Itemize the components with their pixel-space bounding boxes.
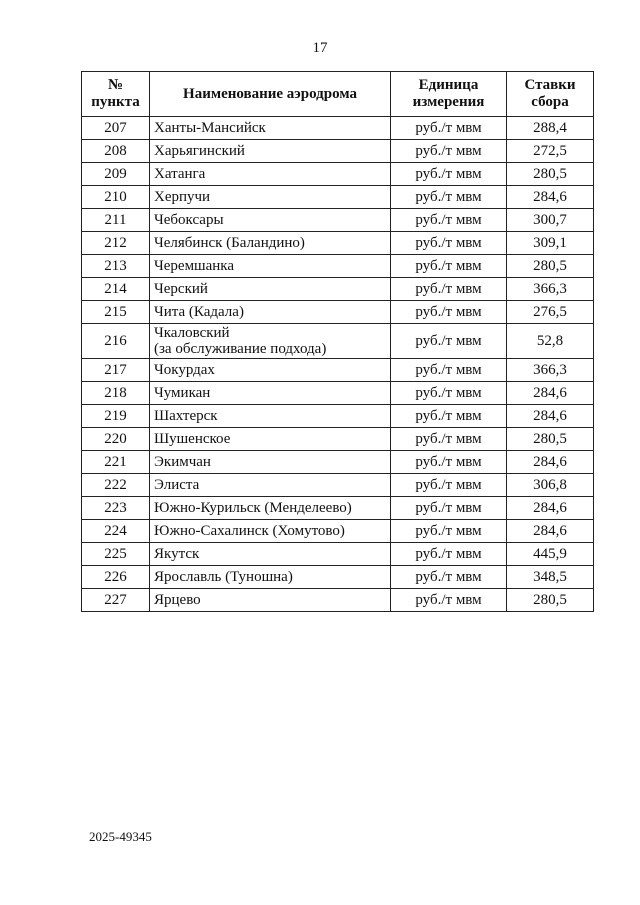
aerodrome-name-cell: Херпучи: [150, 186, 391, 209]
unit-cell: руб./т мвм: [391, 520, 507, 543]
table-row: [82, 163, 594, 186]
unit-cell: руб./т мвм: [391, 232, 507, 255]
rate-cell: 280,5: [507, 428, 594, 451]
rate-cell: 366,3: [507, 359, 594, 382]
row-number-cell: 226: [82, 566, 150, 589]
row-number-cell: 223: [82, 497, 150, 520]
aerodrome-name-cell: Шушенское: [150, 428, 391, 451]
aerodrome-name-cell: Ханты-Мансийск: [150, 117, 391, 140]
rate-cell: 280,5: [507, 589, 594, 612]
aerodrome-name-cell: Черский: [150, 278, 391, 301]
table-row: [82, 543, 594, 566]
table-row: [82, 497, 594, 520]
header-aerodrome-name: Наименование аэродрома: [150, 72, 391, 117]
row-number-cell: 221: [82, 451, 150, 474]
table-row: [82, 117, 594, 140]
rate-cell: 284,6: [507, 520, 594, 543]
row-number-cell: 222: [82, 474, 150, 497]
aerodrome-name-line: Чкаловский: [154, 325, 230, 341]
table-row: [82, 382, 594, 405]
table-header-row: [82, 72, 594, 117]
table-row: [82, 324, 594, 359]
aerodrome-name-cell: Ярославль (Туношна): [150, 566, 391, 589]
table-row: [82, 186, 594, 209]
table-row: [82, 589, 594, 612]
aerodrome-name-cell: Харьягинский: [150, 140, 391, 163]
table-row: [82, 209, 594, 232]
unit-cell: руб./т мвм: [391, 428, 507, 451]
rate-cell: 284,6: [507, 186, 594, 209]
unit-cell: руб./т мвм: [391, 117, 507, 140]
aerodrome-name-cell: [150, 324, 391, 359]
row-number-cell: 215: [82, 301, 150, 324]
unit-cell: руб./т мвм: [391, 566, 507, 589]
page-number: 17: [312, 40, 328, 56]
row-number-cell: 214: [82, 278, 150, 301]
aerodrome-name-cell: Шахтерск: [150, 405, 391, 428]
aerodrome-rates-table: [81, 71, 594, 612]
aerodrome-name-cell: Южно-Сахалинск (Хомутово): [150, 520, 391, 543]
unit-cell: руб./т мвм: [391, 543, 507, 566]
rate-cell: 284,6: [507, 497, 594, 520]
unit-cell: руб./т мвм: [391, 186, 507, 209]
unit-cell: руб./т мвм: [391, 209, 507, 232]
table-row: [82, 140, 594, 163]
header-item-number: № пункта: [82, 72, 150, 117]
row-number-cell: 210: [82, 186, 150, 209]
unit-cell: руб./т мвм: [391, 163, 507, 186]
header-unit: Единица измерения: [391, 72, 507, 117]
row-number-cell: 213: [82, 255, 150, 278]
aerodrome-name-cell: Элиста: [150, 474, 391, 497]
aerodrome-name-line: (за обслуживание подхода): [154, 341, 327, 357]
rate-cell: 300,7: [507, 209, 594, 232]
row-number-cell: 225: [82, 543, 150, 566]
unit-cell: руб./т мвм: [391, 324, 507, 359]
rate-cell: 276,5: [507, 301, 594, 324]
aerodrome-name-cell: Чумикан: [150, 382, 391, 405]
rate-cell: 309,1: [507, 232, 594, 255]
row-number-cell: 220: [82, 428, 150, 451]
rate-cell: 348,5: [507, 566, 594, 589]
rate-cell: 306,8: [507, 474, 594, 497]
unit-cell: руб./т мвм: [391, 359, 507, 382]
unit-cell: руб./т мвм: [391, 451, 507, 474]
rate-cell: 284,6: [507, 382, 594, 405]
aerodrome-name-cell: Хатанга: [150, 163, 391, 186]
aerodrome-name-cell: Черемшанка: [150, 255, 391, 278]
rate-cell: 280,5: [507, 255, 594, 278]
row-number-cell: 208: [82, 140, 150, 163]
header-rate: Ставки сбора: [507, 72, 594, 117]
unit-cell: руб./т мвм: [391, 497, 507, 520]
row-number-cell: 227: [82, 589, 150, 612]
row-number-cell: 224: [82, 520, 150, 543]
table-row: [82, 359, 594, 382]
unit-cell: руб./т мвм: [391, 405, 507, 428]
aerodrome-name-cell: Чебоксары: [150, 209, 391, 232]
table-row: [82, 301, 594, 324]
row-number-cell: 212: [82, 232, 150, 255]
unit-cell: руб./т мвм: [391, 589, 507, 612]
aerodrome-name-cell: Челябинск (Баландино): [150, 232, 391, 255]
document-id: 2025-49345: [89, 829, 152, 844]
rate-cell: 280,5: [507, 163, 594, 186]
table-row: [82, 405, 594, 428]
aerodrome-name-cell: Южно-Курильск (Менделеево): [150, 497, 391, 520]
table-row: [82, 428, 594, 451]
unit-cell: руб./т мвм: [391, 301, 507, 324]
aerodrome-name-cell: Якутск: [150, 543, 391, 566]
aerodrome-name-cell: Экимчан: [150, 451, 391, 474]
table-row: [82, 278, 594, 301]
unit-cell: руб./т мвм: [391, 255, 507, 278]
rate-cell: 366,3: [507, 278, 594, 301]
row-number-cell: 209: [82, 163, 150, 186]
rate-cell: 288,4: [507, 117, 594, 140]
table-row: [82, 255, 594, 278]
aerodrome-name-cell: Чокурдах: [150, 359, 391, 382]
rate-cell: 284,6: [507, 451, 594, 474]
row-number-cell: 207: [82, 117, 150, 140]
rate-cell: 272,5: [507, 140, 594, 163]
table-row: [82, 451, 594, 474]
unit-cell: руб./т мвм: [391, 278, 507, 301]
aerodrome-name-cell: Ярцево: [150, 589, 391, 612]
row-number-cell: 219: [82, 405, 150, 428]
aerodrome-name-cell: Чита (Кадала): [150, 301, 391, 324]
row-number-cell: 216: [82, 324, 150, 359]
rate-cell: 284,6: [507, 405, 594, 428]
table-row: [82, 566, 594, 589]
unit-cell: руб./т мвм: [391, 382, 507, 405]
row-number-cell: 218: [82, 382, 150, 405]
rate-cell: 52,8: [507, 324, 594, 359]
unit-cell: руб./т мвм: [391, 474, 507, 497]
table-body: [82, 117, 594, 612]
row-number-cell: 217: [82, 359, 150, 382]
table-row: [82, 520, 594, 543]
table-row: [82, 474, 594, 497]
unit-cell: руб./т мвм: [391, 140, 507, 163]
row-number-cell: 211: [82, 209, 150, 232]
rate-cell: 445,9: [507, 543, 594, 566]
table-row: [82, 232, 594, 255]
